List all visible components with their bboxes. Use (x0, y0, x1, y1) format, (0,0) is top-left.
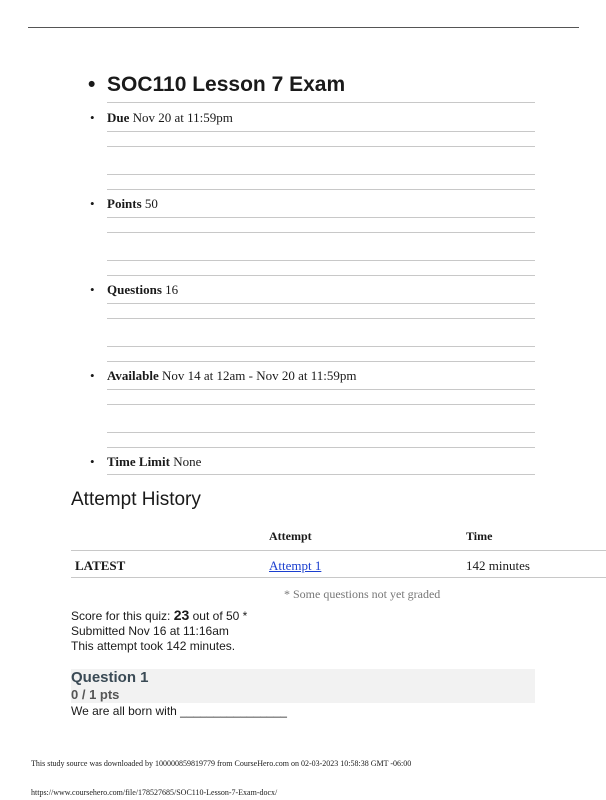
divider (107, 432, 535, 433)
detail-value: Nov 14 at 12am - Nov 20 at 11:59pm (162, 368, 357, 383)
attempt-link[interactable]: Attempt 1 (269, 558, 322, 573)
table-cell-label: LATEST (75, 558, 126, 573)
divider (107, 217, 535, 218)
top-divider (28, 27, 579, 28)
divider (107, 146, 535, 147)
divider (107, 447, 535, 448)
exam-title-text: SOC110 Lesson 7 Exam (107, 73, 346, 96)
bullet-icon: • (90, 368, 95, 383)
score-block (71, 608, 247, 654)
submitted-line: Submitted Nov 16 at 11:16am (71, 624, 229, 638)
grading-note: * Some questions not yet graded (284, 587, 441, 601)
divider (107, 346, 535, 347)
divider (107, 404, 535, 405)
question-text: We are all born with ________________ (71, 704, 287, 718)
divider (107, 131, 535, 132)
detail-available (90, 367, 357, 385)
divider (107, 275, 535, 276)
attempt-history-heading: Attempt History (71, 489, 201, 510)
detail-value: None (173, 454, 202, 469)
divider (107, 389, 535, 390)
table-cell-time: 142 minutes (466, 558, 530, 573)
bullet-icon: • (90, 110, 95, 125)
exam-title (88, 71, 345, 99)
detail-time-limit (90, 453, 201, 471)
table-row-divider (71, 577, 606, 578)
table-header-attempt: Attempt (269, 529, 312, 543)
detail-key: Questions (107, 282, 162, 297)
detail-key: Due (107, 110, 130, 125)
question-title: Question 1 (71, 669, 149, 686)
table-header-divider (71, 550, 606, 551)
detail-value: 16 (165, 282, 179, 297)
detail-due (90, 109, 233, 127)
bullet-icon: • (90, 454, 95, 469)
detail-key: Points (107, 196, 142, 211)
divider (107, 303, 535, 304)
bullet-icon: • (90, 282, 95, 297)
divider (107, 232, 535, 233)
detail-key: Available (107, 368, 159, 383)
detail-value: 50 (144, 196, 158, 211)
divider (107, 260, 535, 261)
divider (107, 318, 535, 319)
footer-url-line: https://www.coursehero.com/file/178527685/SOC110-Lesson-7-Exam-docx/ (31, 788, 278, 797)
divider (107, 174, 535, 175)
bullet-icon: • (88, 73, 96, 96)
detail-value: Nov 20 at 11:59pm (132, 110, 233, 125)
divider (107, 189, 535, 190)
table-cell-attempt (269, 557, 321, 574)
duration-line: This attempt took 142 minutes. (71, 639, 236, 653)
score-line (71, 608, 247, 624)
table-header-time: Time (466, 529, 493, 543)
divider (107, 474, 535, 475)
detail-points (90, 195, 158, 213)
score-value: 23 (173, 607, 190, 623)
footer-source-line: This study source was downloaded by 100000859819779 from CourseHero.com on 02-03-2023 10:58:38 GMT -06:00 (31, 759, 412, 768)
question-points: 0 / 1 pts (71, 687, 120, 702)
divider (107, 361, 535, 362)
score-prefix: Score for this quiz: (71, 609, 174, 623)
detail-key: Time Limit (107, 454, 170, 469)
divider (107, 102, 535, 103)
score-suffix: out of 50 * (189, 609, 248, 623)
detail-questions (90, 281, 178, 299)
bullet-icon: • (90, 196, 95, 211)
